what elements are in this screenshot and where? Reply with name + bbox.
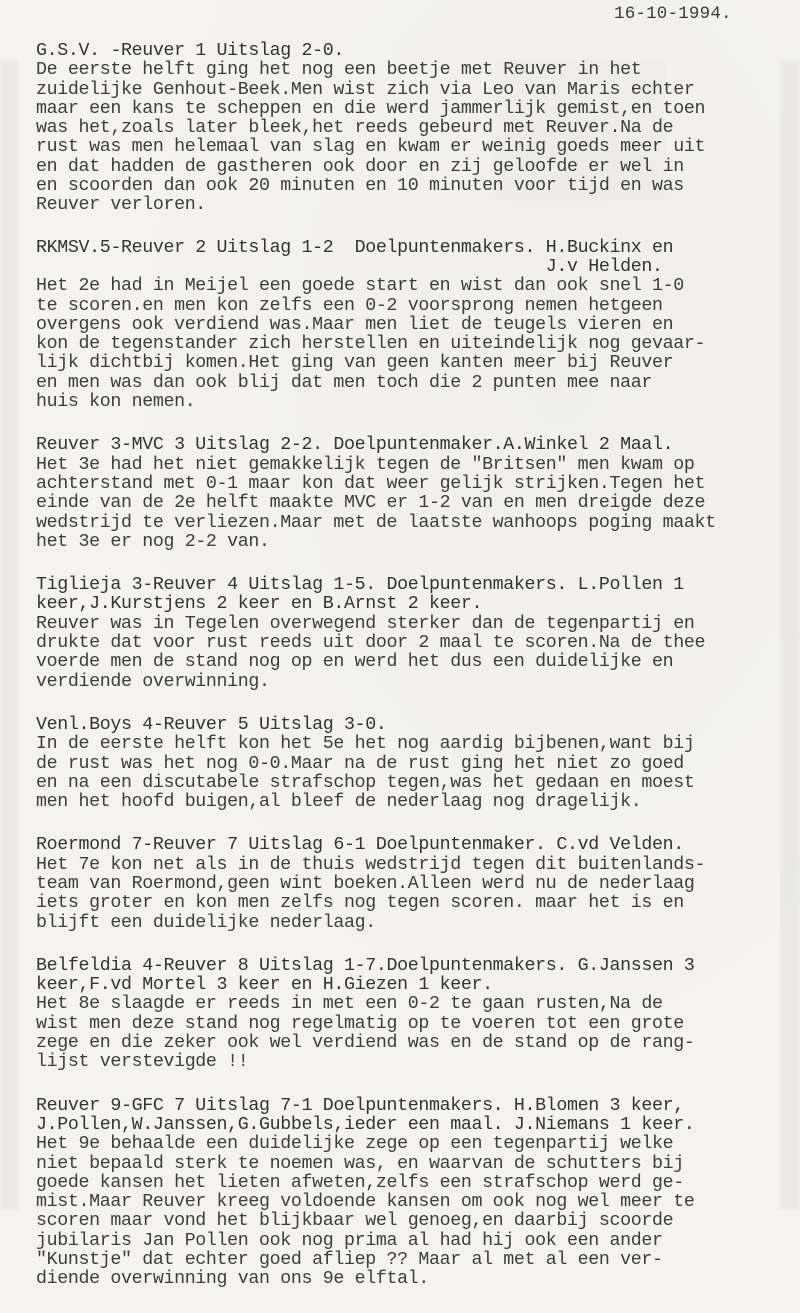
report-line: wedstrijd te verliezen.Maar met de laatste wanhoops poging maakt — [36, 512, 716, 533]
match-heading-continued: J.Pollen,W.Janssen,G.Gubbels,ieder een maal. J.Niemans 1 keer. — [36, 1114, 695, 1135]
report-line: Het 2e had in Meijel een goede start en wist dan ook snel 1-0 — [36, 276, 684, 297]
match-report-reuver-7 — [36, 836, 800, 932]
match-heading: G.S.V. -Reuver 1 Uitslag 2-0. — [36, 41, 344, 61]
report-line: kon de tegenstander zich herstellen en uiteindelijk nog gevaar- — [36, 334, 706, 355]
match-report-reuver-9 — [36, 1097, 800, 1290]
report-line: goede kansen het lieten afweten,zelfs een strafschop werd ge- — [36, 1172, 684, 1193]
report-line: jubilaris Jan Pollen ook nog prima al had hij ook een ander — [36, 1230, 663, 1251]
report-line: De eerste helft ging het nog een beetje met Reuver in het — [36, 60, 642, 81]
report-line: Het 3e had het niet gemakkelijk tegen de "Britsen" men kwam op — [36, 454, 695, 475]
report-line: lijst verstevigde !! — [36, 1052, 249, 1073]
report-line: maar een kans te scheppen en die werd jammerlijk gemist,en toen — [36, 98, 706, 119]
match-report-reuver-4 — [36, 576, 800, 692]
report-line: Het 8e slaagde er reeds in met een 0-2 te gaan rusten,Na de — [36, 994, 663, 1015]
report-line: voerde men de stand nog op en werd het dus een duidelijke en — [36, 652, 674, 673]
report-line: niet bepaald sterk te noemen was, en waarvan de schutters bij — [36, 1153, 684, 1174]
report-line: scoren maar vond het blijkbaar wel genoeg,en daarbij scoorde — [36, 1211, 674, 1232]
report-line: Het 9e behaalde een duidelijke zege op een tegenpartij welke — [36, 1134, 674, 1155]
report-line: te scoren.en men kon zelfs een 0-2 voorsprong nemen hetgeen — [36, 295, 663, 316]
match-heading-continued: J.v Helden. — [36, 256, 663, 277]
match-report-reuver-5 — [36, 716, 800, 812]
match-report-reuver-2 — [36, 239, 800, 413]
match-heading-continued: keer,F.vd Mortel 3 keer en H.Giezen 1 keer. — [36, 975, 493, 996]
report-line: lijk dichtbij komen.Het ging van geen kanten meer bij Reuver — [36, 353, 674, 374]
report-line: men het hoofd buigen,al bleef de nederlaag nog dragelijk. — [36, 792, 642, 813]
report-line: verdiende overwinning. — [36, 671, 270, 692]
report-line: het 3e er nog 2-2 van. — [36, 531, 270, 552]
match-heading: Reuver 3-MVC 3 Uitslag 2-2. Doelpuntenmaker.A.Winkel 2 Maal. — [36, 435, 674, 456]
report-line: team van Roermond,geen wint boeken.Alleen werd nu de nederlaag — [36, 873, 695, 894]
report-line: Reuver verloren. — [36, 195, 206, 216]
report-line: wist men deze stand nog regelmatig op te voeren tot een grote — [36, 1013, 684, 1034]
report-line: zege en die zeker ook wel verdiend was en de stand op de rang- — [36, 1033, 695, 1054]
report-line: blijft een duidelijke nederlaag. — [36, 912, 376, 933]
show-through-left — [0, 60, 18, 1210]
report-line: einde van de 2e helft maakte MVC er 1-2 van en men dreigde deze — [36, 493, 706, 514]
report-line: Het 7e kon net als in de thuis wedstrijd tegen dit buitenlands- — [36, 854, 706, 875]
report-line: de rust was het nog 0-0.Maar na de rust ging het niet zo goed — [36, 753, 684, 774]
match-report-reuver-8 — [36, 957, 800, 1073]
report-line: achterstand met 0-1 maar kon dat weer gelijk strijken.Tegen het — [36, 473, 706, 494]
report-line: iets groter en kon men zelfs nog tegen scoren. maar het is en — [36, 893, 684, 914]
report-line: Reuver was in Tegelen overwegend sterker dan de tegenpartij en — [36, 613, 695, 634]
match-heading: Reuver 9-GFC 7 Uitslag 7-1 Doelpuntenmakers. H.Blomen 3 keer, — [36, 1095, 684, 1116]
match-heading: Belfeldia 4-Reuver 8 Uitslag 1-7.Doelpuntenmakers. G.Janssen 3 — [36, 955, 695, 976]
match-heading-continued: keer,J.Kurstjens 2 keer en B.Arnst 2 keer. — [36, 594, 483, 615]
report-line: en na een discutabele strafschop tegen,was het gedaan en moest — [36, 772, 695, 793]
match-heading: Tiglieja 3-Reuver 4 Uitslag 1-5. Doelpuntenmakers. L.Pollen 1 — [36, 575, 684, 596]
report-line: "Kunstje" dat echter goed afliep ?? Maar al met al een ver- — [36, 1250, 663, 1271]
match-heading: Venl.Boys 4-Reuver 5 Uitslag 3-0. — [36, 714, 387, 735]
report-line: drukte dat voor rust reeds uit door 2 maal te scoren.Na de thee — [36, 633, 706, 654]
match-reports — [36, 42, 800, 1313]
document-date: 16-10-1994. — [614, 4, 732, 24]
report-line: mist.Maar Reuver kreeg voldoende kansen om ook nog wel meer te — [36, 1192, 695, 1213]
report-line: en men was dan ook blij dat men toch die 2 punten mee naar — [36, 372, 652, 393]
match-heading: RKMSV.5-Reuver 2 Uitslag 1-2 Doelpuntenmakers. H.Buckinx en — [36, 237, 674, 258]
report-line: zuidelijke Genhout-Beek.Men wist zich via Leo van Maris echter — [36, 79, 695, 100]
match-heading: Roermond 7-Reuver 7 Uitslag 6-1 Doelpuntenmaker. C.vd Velden. — [36, 835, 684, 856]
match-report-reuver-3 — [36, 436, 800, 552]
report-line: was het,zoals later bleek,het reeds gebeurd met Reuver.Na de — [36, 118, 674, 139]
match-report-reuver-1 — [36, 42, 800, 216]
report-line: In de eerste helft kon het 5e het nog aardig bijbenen,want bij — [36, 734, 695, 755]
report-line: rust was men helemaal van slag en kwam er weinig goeds meer uit — [36, 137, 706, 158]
report-line: overgens ook verdiend was.Maar men liet de teugels vieren en — [36, 314, 674, 335]
report-line: huis kon nemen. — [36, 392, 196, 413]
report-line: en scoorden dan ook 20 minuten en 10 minuten voor tijd en was — [36, 176, 684, 197]
report-line: en dat hadden de gastheren ook door en zij geloofde er wel in — [36, 156, 684, 177]
report-line: diende overwinning van ons 9e elftal. — [36, 1269, 429, 1290]
